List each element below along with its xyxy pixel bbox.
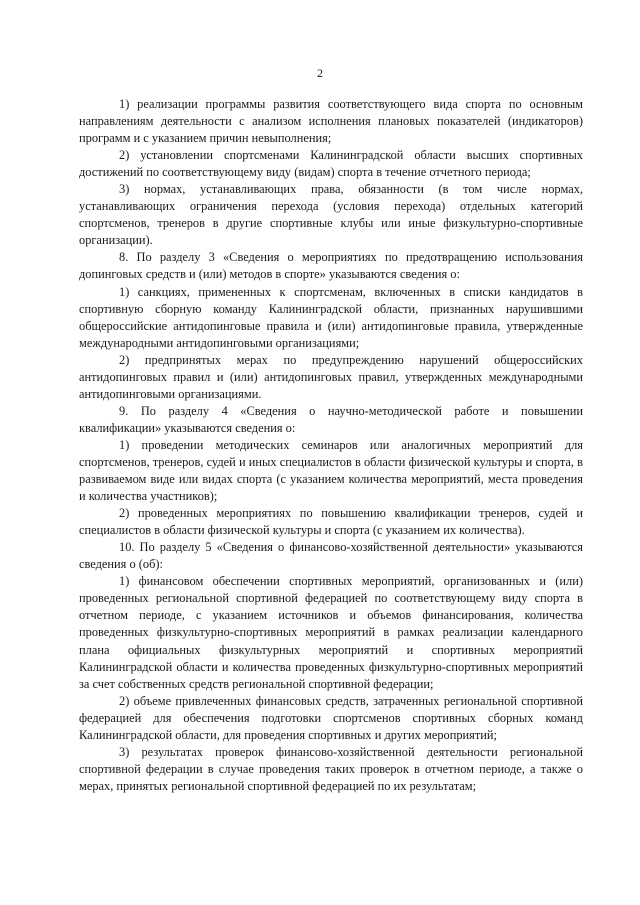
paragraph-clause-10-item-3: 3) результатах проверок финансово-хозяйственной деятельности региональной спортивной федерации в случае проведения таких проверок в отчетном периоде, а также о мерах, принятых региональной спортивной федерацией по их результатам; xyxy=(79,744,583,793)
paragraph-section-7-item-1: 1) реализации программы развития соответствующего вида спорта по основным направлениям деятельности с анализом исполнения плановых показателей (индикаторов) программ и с указанием причин невыполнения; xyxy=(79,97,583,146)
paragraph-clause-9-item-1: 1) проведении методических семинаров или аналогичных мероприятий для спортсменов, тренеров, судей и иных специалистов в области физической культуры и спорта, в развиваемом виде или видах спорта (с указанием количества мероприятий, места проведения и количества участников); xyxy=(79,437,583,504)
document-body xyxy=(79,96,583,795)
page-number: 2 xyxy=(317,66,323,80)
paragraph-clause-10-item-2: 2) объеме привлеченных финансовых средств, затраченных региональной спортивной федерацией для обеспечения подготовки спортсменов спортивных сборных команд Калининградской области, для проведения спортивных и других мероприятий; xyxy=(79,693,583,742)
paragraph-clause-10: 10. По разделу 5 «Сведения о финансово-хозяйственной деятельности» указываются сведения о (об): xyxy=(79,540,583,572)
paragraph-clause-10-item-1: 1) финансовом обеспечении спортивных мероприятий, организованных и (или) проведенных региональной спортивной федерацией по соответствующему виду спорта в отчетном периоде, с указанием источников и объемов финансирования, количества проведенных физкультурно-спортивных мероприятий в рамках реализации календарного плана официальных физкультурных мероприятий и спортивных мероприятий Калининградской области и количества проведенных физкультурно-спортивных мероприятий за счет собственных средств региональной спортивной федерации; xyxy=(79,574,583,691)
paragraph-section-7-item-2: 2) установлении спортсменами Калининградской области высших спортивных достижений по соответствующему виду (видам) спорта в течение отчетного периода; xyxy=(79,148,583,180)
paragraph-clause-8: 8. По разделу 3 «Сведения о мероприятиях по предотвращению использования допинговых средств и (или) методов в спорте» указываются сведения о: xyxy=(79,250,583,282)
paragraph-clause-9-item-2: 2) проведенных мероприятиях по повышению квалификации тренеров, судей и специалистов в области физической культуры и спорта (с указанием их количества). xyxy=(79,506,583,538)
paragraph-clause-8-item-1: 1) санкциях, примененных к спортсменам, включенных в списки кандидатов в спортивную сборную команду Калининградской области, признанных нарушившими общероссийские антидопинговые правила и (или) антидопинговые правила, утвержденные международными антидопинговыми организациями; xyxy=(79,284,583,350)
paragraph-clause-8-item-2: 2) предпринятых мерах по предупреждению нарушений общероссийских антидопинговых правил и (или) антидопинговых правил, утвержденных международными антидопинговыми организациями. xyxy=(79,352,583,401)
paragraph-section-7-item-3: 3) нормах, устанавливающих права, обязанности (в том числе нормах, устанавливающих ограничения перехода (условия перехода) отдельных категорий спортсменов, тренеров в другие спортивные клубы или иные физкультурно-спортивные организации). xyxy=(79,182,583,248)
paragraph-clause-9: 9. По разделу 4 «Сведения о научно-методической работе и повышении квалификации» указываются сведения о: xyxy=(79,403,583,435)
